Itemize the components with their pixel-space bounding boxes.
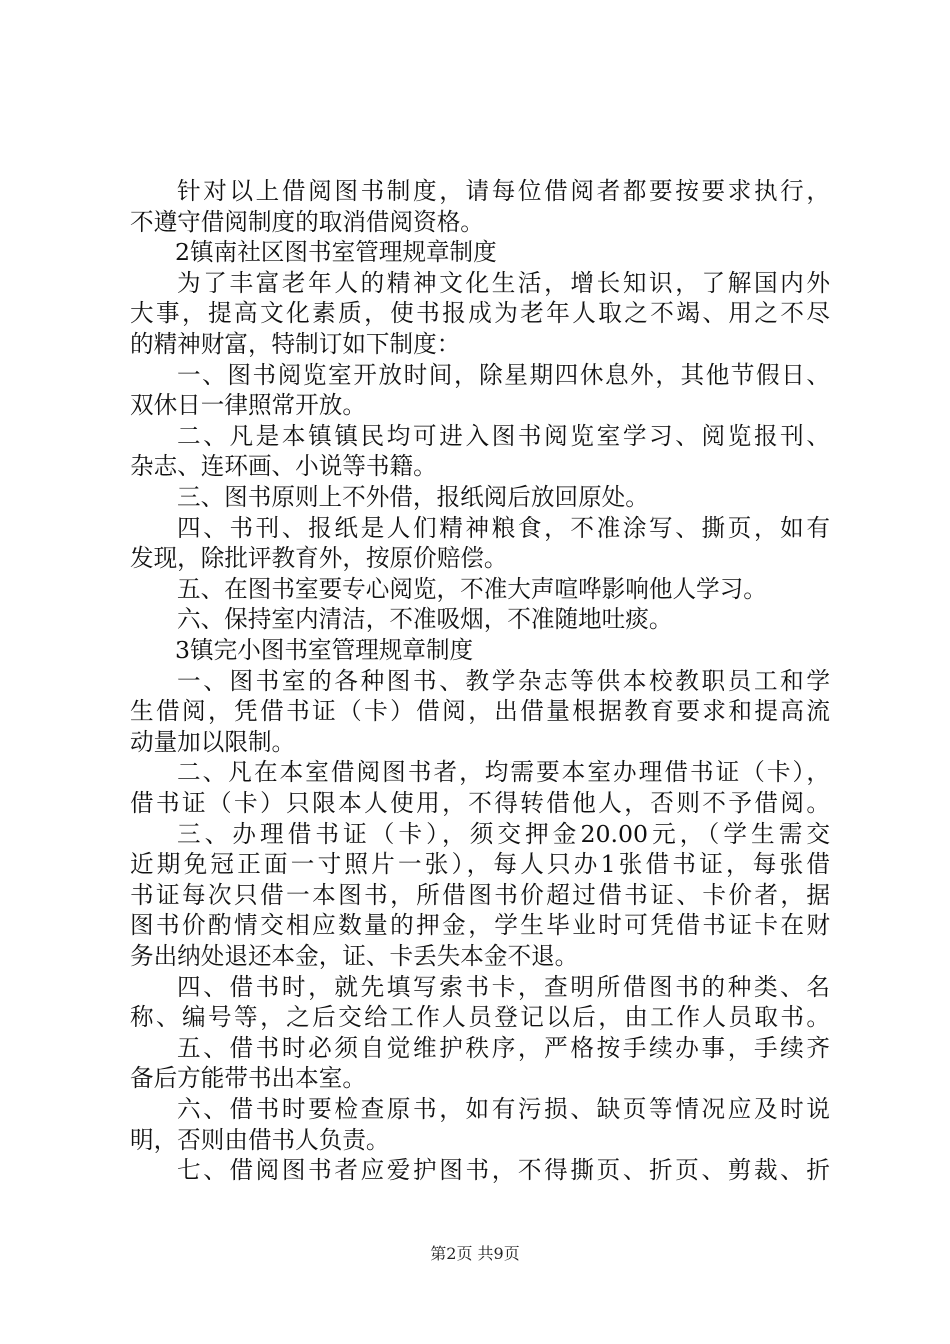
text-line: 书证每次只借一本图书，所借图书价超过借书证、卡价者，据 [130,880,830,909]
text-line: 四、借书时，就先填写索书卡，查明所借图书的种类、名 [177,972,830,1001]
text-line: 二、凡在本室借阅图书者，均需要本室办理借书证（卡）， [177,758,830,787]
text-line: 一、图书阅览室开放时间，除星期四休息外，其他节假日、 [177,360,830,389]
text-line: 杂志、连环画、小说等书籍。 [130,452,437,481]
text-line: 六、保持室内清洁，不准吸烟，不准随地吐痰。 [177,605,673,634]
text-line: 图书价酌情交相应数量的押金，学生毕业时可凭借书证卡在财 [130,911,830,940]
page-footer: 第2页 共9页 [430,1244,520,1263]
text-line: 针对以上借阅图书制度，请每位借阅者都要按要求执行， [177,177,830,205]
text-line: 动量加以限制。 [130,727,296,756]
section-heading: 3镇完小图书室管理规章制度 [175,636,474,664]
text-line: 生借阅，凭借书证（卡）借阅，出借量根据教育要求和提高流 [130,697,830,726]
text-line: 三、图书原则上不外借，报纸阅后放回原处。 [177,483,649,511]
text-line: 四、书刊、报纸是人们精神粮食，不准涂写、撕页，如有 [177,513,830,542]
text-line: 发现，除批评教育外，按原价赔偿。 [130,544,508,573]
text-line: 借书证（卡）只限本人使用，不得转借他人，否则不予借阅。 [130,789,830,817]
text-line: 二、凡是本镇镇民均可进入图书阅览室学习、阅览报刊、 [177,421,830,450]
text-line: 双休日一律照常开放。 [130,391,366,420]
text-line: 近期免冠正面一寸照片一张），每人只办1张借书证，每张借 [130,850,830,879]
text-line: 六、借书时要检查原书，如有污损、缺页等情况应及时说 [177,1095,830,1123]
text-line: 七、借阅图书者应爱护图书，不得撕页、折页、剪裁、折 [177,1156,830,1185]
text-line: 称、编号等，之后交给工作人员登记以后，由工作人员取书。 [130,1003,830,1032]
text-line: 大事，提高文化素质，使书报成为老年人取之不竭、用之不尽 [130,299,830,328]
text-line: 为了丰富老年人的精神文化生活，增长知识，了解国内外 [177,268,830,297]
text-line: 务出纳处退还本金，证、卡丢失本金不退。 [130,942,579,970]
text-line: 五、借书时必须自觉维护秩序，严格按手续办事，手续齐 [177,1033,830,1062]
text-line: 五、在图书室要专心阅览，不准大声喧哗影响他人学习。 [177,574,767,603]
text-line: 三、办理借书证（卡），须交押金20.00元，（学生需交 [177,819,830,848]
text-line: 一、图书室的各种图书、教学杂志等供本校教职员工和学 [177,666,830,695]
text-line: 明，否则由借书人负责。 [130,1125,390,1154]
section-heading: 2镇南社区图书室管理规章制度 [175,238,497,267]
text-line: 不遵守借阅制度的取消借阅资格。 [130,207,484,236]
text-line: 的精神财富，特制订如下制度： [130,330,461,358]
text-line: 备后方能带书出本室。 [130,1064,366,1093]
